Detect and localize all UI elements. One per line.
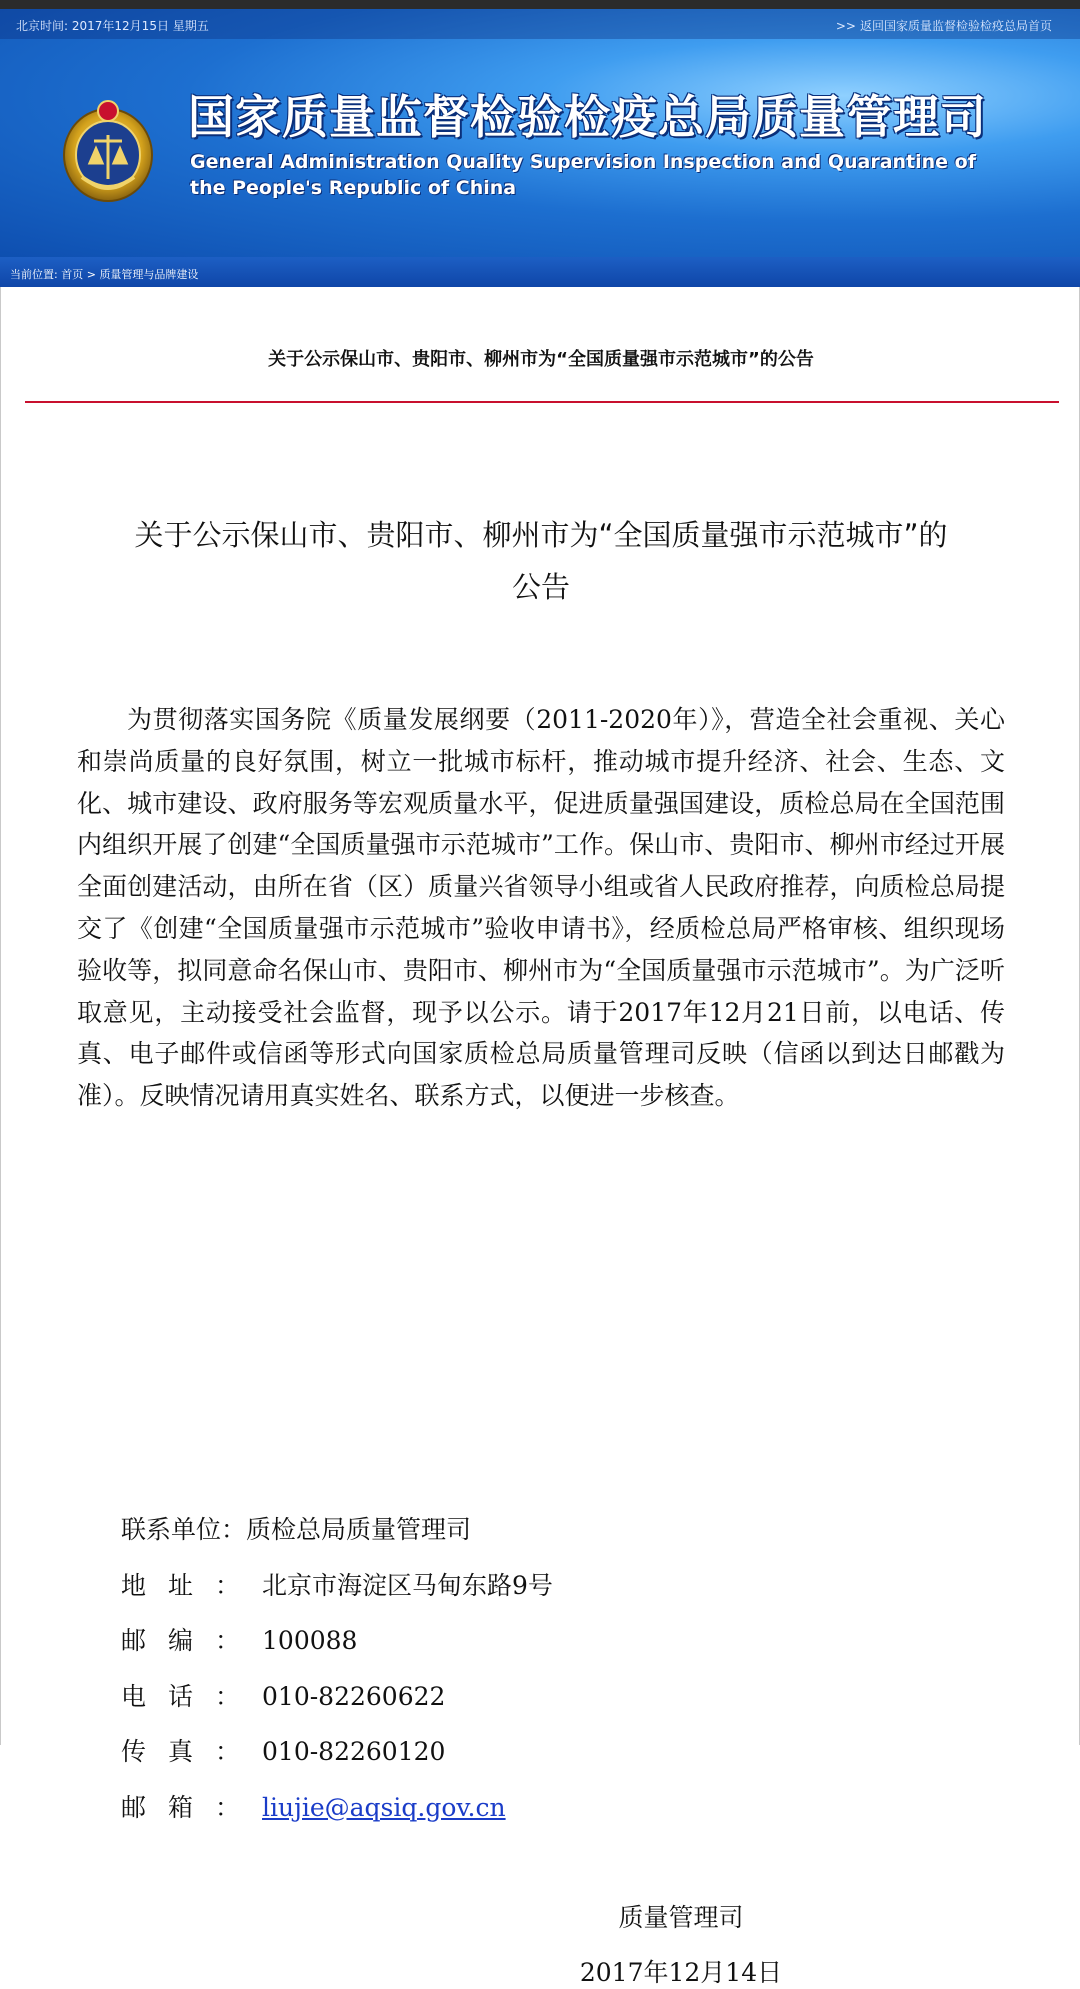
site-subtitle-line1: General Administration Quality Supervision Inspection and Quarantine of [190, 151, 976, 173]
contact-phone-row [121, 1669, 553, 1725]
contact-email-link[interactable]: liujie@aqsiq.gov.cn [262, 1792, 506, 1822]
signature-date: 2017年12月14日 [579, 1958, 783, 1987]
article-title [81, 509, 1001, 613]
contact-email-label: 邮箱： [121, 1792, 263, 1822]
contact-fax-label: 传真： [121, 1737, 263, 1766]
double-chevron-icon: >> [835, 19, 856, 33]
contact-email-row [121, 1780, 553, 1836]
contact-fax-row [121, 1724, 553, 1780]
site-subtitle [190, 149, 990, 201]
breadcrumb-separator: > [86, 268, 96, 281]
contact-address-row [121, 1558, 553, 1614]
date-text: 2017年12月15日 星期五 [71, 19, 209, 33]
window-top-strip [0, 0, 1080, 9]
contact-address-label: 地址： [121, 1570, 263, 1600]
contact-unit-row [121, 1502, 553, 1558]
site-header [0, 9, 1080, 257]
article-title-line2: 公告 [511, 570, 570, 604]
site-subtitle-line2: the People's Republic of China [190, 177, 517, 199]
signature-org: 质量管理司 [618, 1903, 744, 1932]
breadcrumb [0, 257, 1080, 287]
article-content [0, 287, 1080, 1987]
red-divider [25, 401, 1059, 403]
contact-fax-value: 010-82260120 [262, 1737, 446, 1766]
contact-address-value: 北京市海淀区马甸东路9号 [262, 1570, 553, 1600]
contact-info [121, 1502, 553, 1835]
breadcrumb-section-link[interactable]: 质量管理与品牌建设 [99, 268, 199, 281]
article-title-line1: 关于公示保山市、贵阳市、柳州市为“全国质量强市示范城市”的 [134, 518, 948, 552]
contact-postcode-value: 100088 [262, 1626, 358, 1655]
back-to-home-link[interactable] [836, 17, 1052, 34]
aqsiq-emblem-icon [60, 97, 156, 205]
breadcrumb-label: 当前位置: [10, 268, 58, 281]
time-bar [0, 9, 1080, 39]
contact-unit-value: 质检总局质量管理司 [246, 1515, 472, 1544]
contact-postcode-row [121, 1613, 553, 1669]
article-sub-title: 关于公示保山市、贵阳市、柳州市为“全国质量强市示范城市”的公告 [268, 349, 814, 370]
back-link-text: 返回国家质量监督检验检疫总局首页 [859, 19, 1052, 33]
current-time [16, 17, 209, 34]
breadcrumb-home-link[interactable]: 首页 [61, 268, 84, 281]
contact-phone-label: 电话： [121, 1681, 263, 1711]
contact-postcode-label: 邮编： [121, 1626, 263, 1655]
contact-unit-label: 联系单位： [121, 1515, 247, 1544]
site-title: 国家质量监督检验检疫总局质量管理司 [188, 90, 987, 144]
article-body: 为贯彻落实国务院《质量发展纲要（2011-2020年）》，营造全社会重视、关心和崇尚质量的良好氛围，树立一批城市标杆，推动城市提升经济、社会、生态、文化、城市建设、政府服务等宏观质量水平，促进质量强国建设，质检总局在全国范围内组织开展了创建“全国质量强市示范城市”工作。保山市、贵阳市、柳州市经过开展全面创建活动，由所在省（区）质量兴省领导小组或省人民政府推荐，向质检总局提交了《创建“全国质量强市示范城市”验收申请书》，经质检总局严格审核、组织现场验收等，拟同意命名保山市、贵阳市、柳州市为“全国质量强市示范城市”。为广泛听取意见，主动接受社会监督，现予以公示。请于2017年12月21日前，以电话、传真、电子邮件或信函等形式向国家质检总局质量管理司反映（信函以到达日邮戳为准）。反映情况请用真实姓名、联系方式，以便进一步核查。 [77, 705, 1005, 1111]
time-label: 北京时间: [16, 19, 69, 33]
contact-phone-value: 010-82260622 [262, 1681, 446, 1711]
